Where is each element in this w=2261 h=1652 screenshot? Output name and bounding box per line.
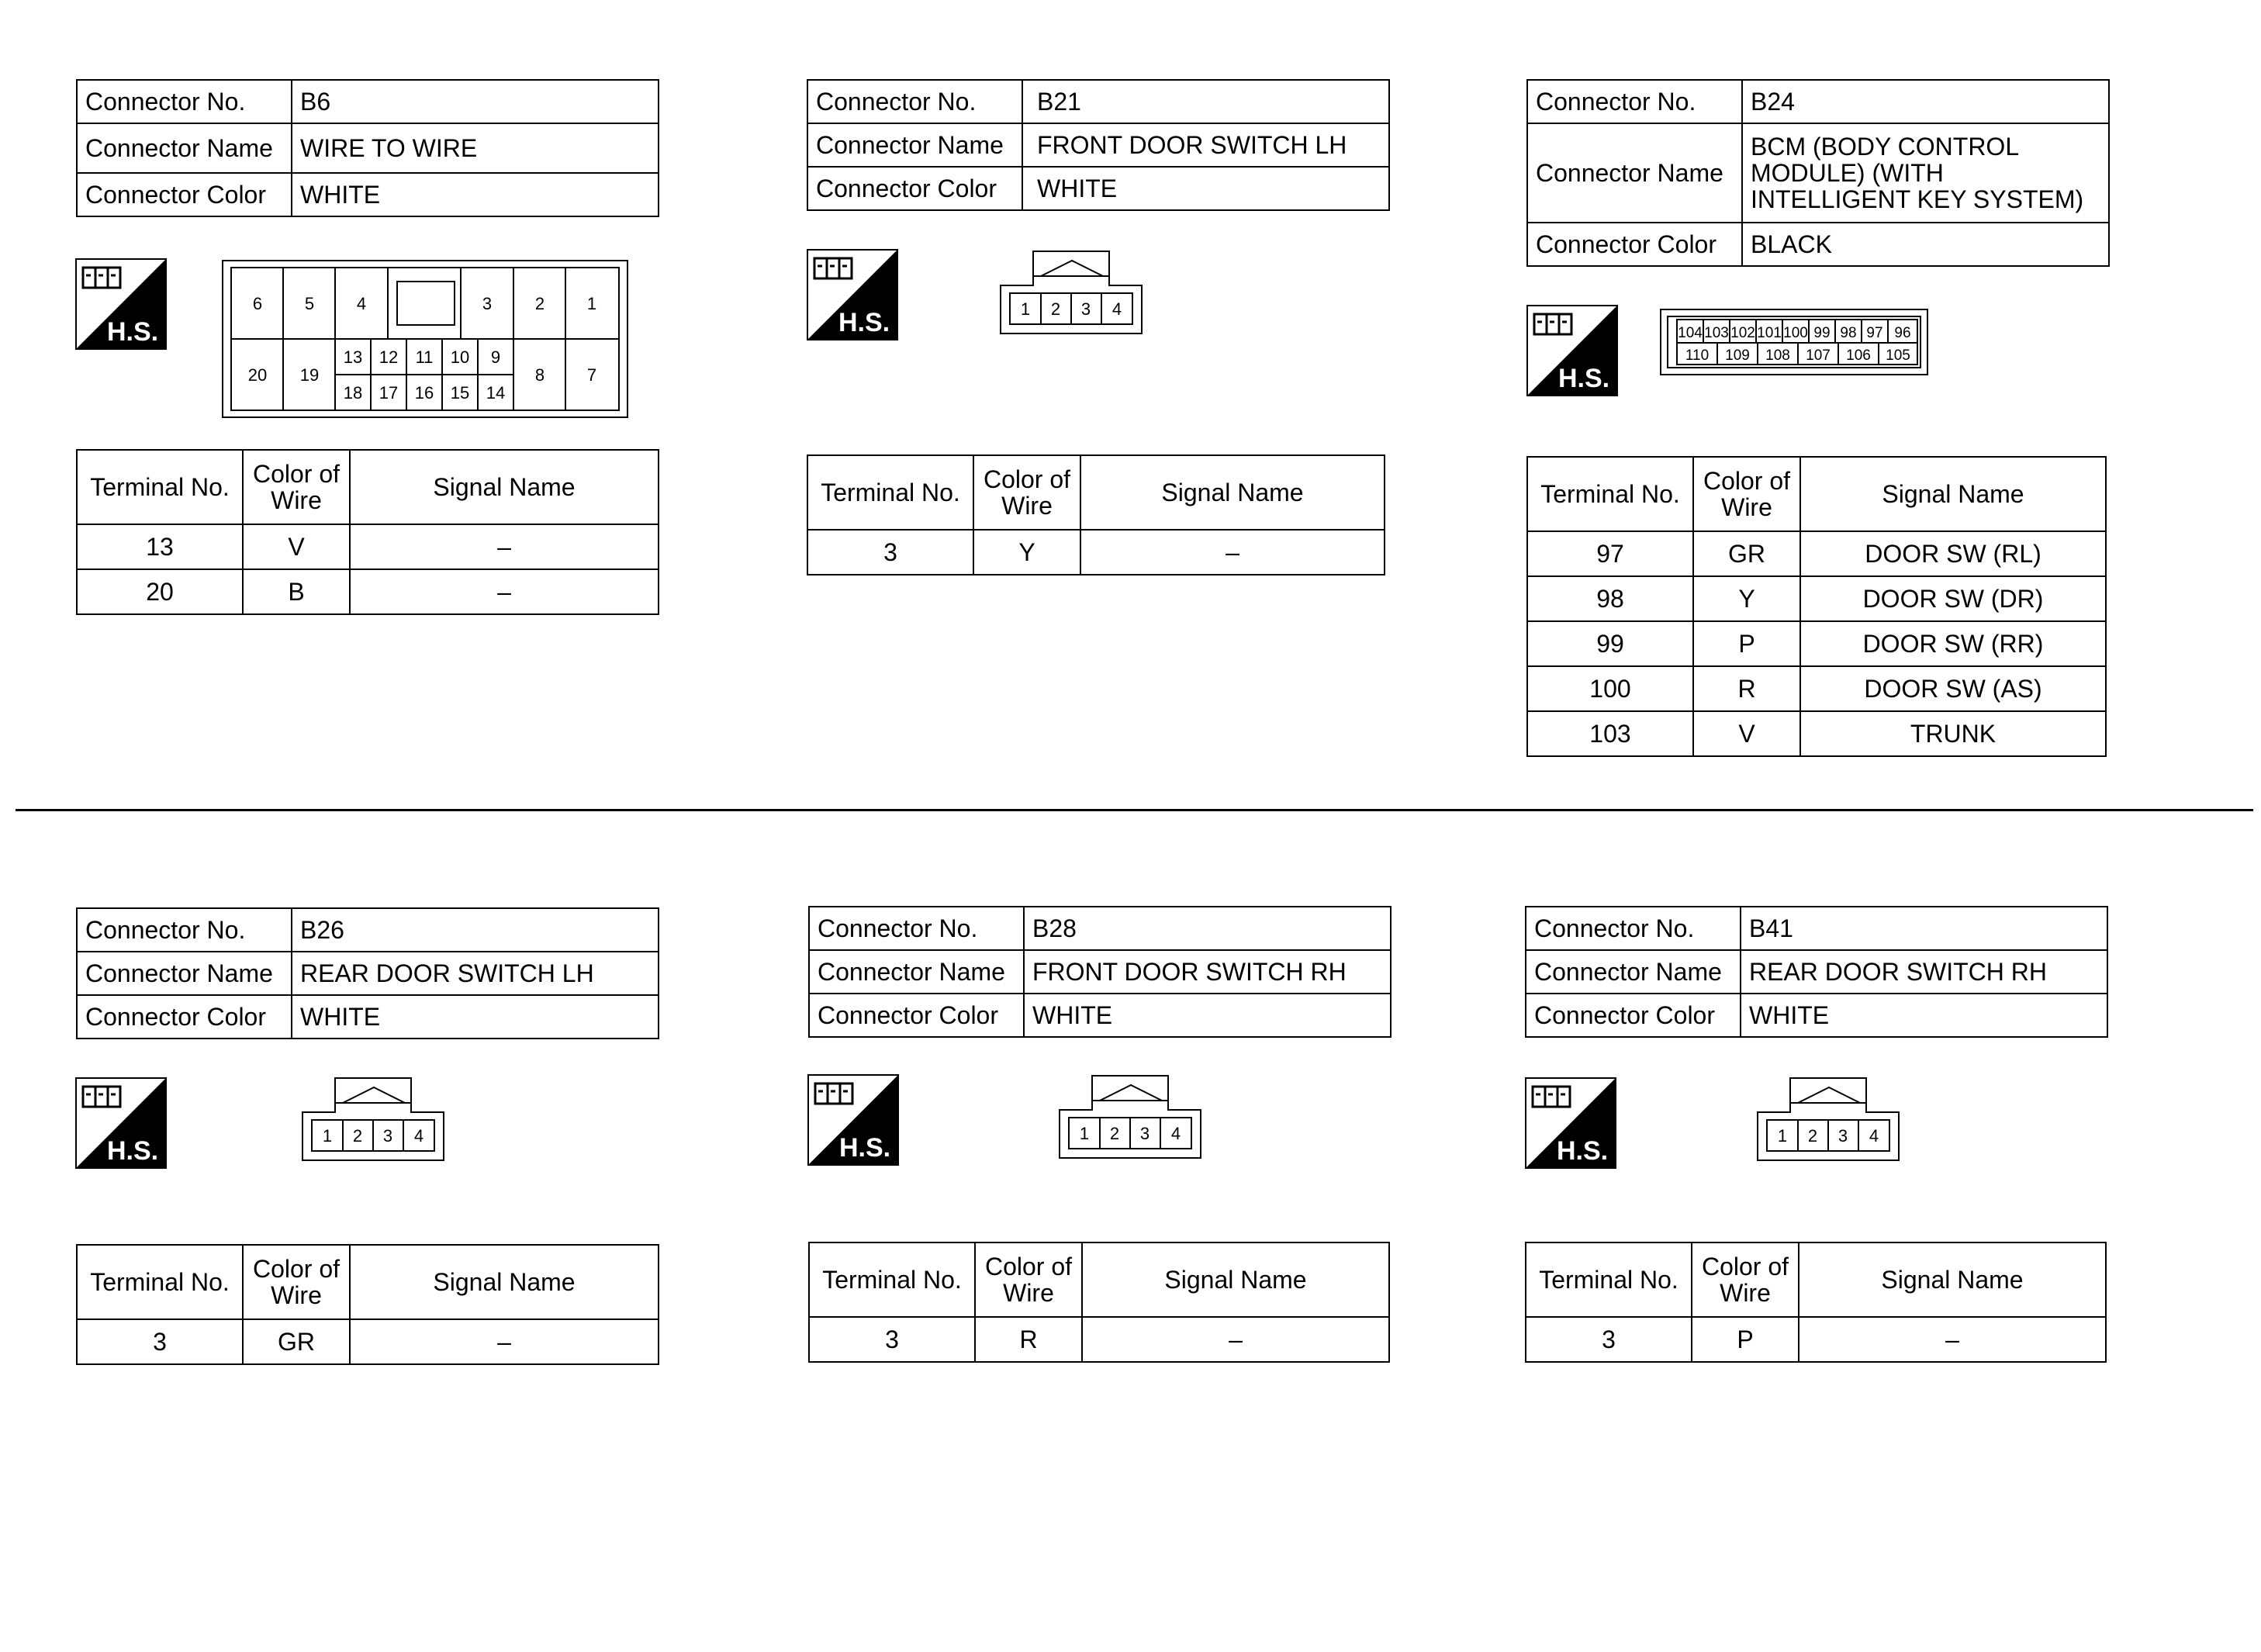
table-row (1527, 531, 2106, 576)
connector-b24-face (1660, 309, 1928, 375)
terminal-table-b6 (76, 449, 659, 615)
wire-color: Y (1693, 576, 1800, 621)
harness-side-icon (75, 1077, 167, 1169)
connector-color-row (77, 995, 659, 1039)
pin-98: 98 (1840, 325, 1857, 341)
connector-b24 (1526, 79, 2116, 267)
connector-name-value: FRONT DOOR SWITCH RH (1024, 950, 1391, 994)
label: Connector Name (809, 950, 1024, 994)
connector-b6-face (222, 260, 628, 418)
connector-no-value: B28 (1024, 907, 1391, 950)
label: Connector Color (809, 994, 1024, 1037)
connector-name-value: REAR DOOR SWITCH RH (1741, 950, 2107, 994)
connector-b41 (1525, 906, 2114, 1038)
pin-4: 4 (413, 1126, 424, 1146)
wire-color: Y (973, 530, 1080, 575)
pin-4: 4 (1170, 1124, 1181, 1143)
harness-side-icon (1526, 305, 1618, 396)
connector-name-row (807, 123, 1389, 167)
pin-109: 109 (1725, 347, 1750, 364)
connector-b21 (807, 79, 1396, 211)
pin-107: 107 (1806, 347, 1831, 364)
connector-name-value: REAR DOOR SWITCH LH (292, 952, 659, 995)
terminal-no-header: Terminal No. (77, 450, 243, 524)
connector-name-value: WIRE TO WIRE (292, 123, 659, 173)
connector-no-row (1526, 907, 2107, 950)
label: Connector Name (807, 123, 1022, 167)
connector-color-value: BLACK (1742, 223, 2109, 266)
terminal-no: 103 (1527, 711, 1693, 756)
wire-color: R (1693, 666, 1800, 711)
harness-side-icon (1525, 1077, 1616, 1169)
hs-label: H.S. (106, 1136, 159, 1166)
connector-name-row (809, 950, 1391, 994)
connector-b28-face (1056, 1074, 1204, 1160)
table-row (1527, 576, 2106, 621)
terminal-no: 3 (77, 1319, 243, 1364)
pin-1: 1 (1079, 1124, 1090, 1143)
wire-color: B (243, 569, 350, 614)
pin-100: 100 (1783, 325, 1808, 341)
connector-name-row (1526, 950, 2107, 994)
signal-name: – (350, 524, 659, 569)
pin-2: 2 (1109, 1124, 1120, 1143)
terminal-no: 99 (1527, 621, 1693, 666)
wire-color: V (1693, 711, 1800, 756)
pin-3: 3 (1139, 1124, 1150, 1143)
pin-2: 2 (352, 1126, 363, 1146)
pin-3: 3 (1837, 1126, 1848, 1146)
signal-name: DOOR SW (RL) (1800, 531, 2106, 576)
connector-no-row (77, 80, 659, 123)
label: Connector No. (807, 80, 1022, 123)
pin-9: 9 (490, 347, 501, 367)
terminal-no: 13 (77, 524, 243, 569)
wire-color: GR (1693, 531, 1800, 576)
pin-16: 16 (414, 383, 434, 403)
hs-label: H.S. (1557, 364, 1610, 393)
terminal-header-row (1527, 457, 2106, 531)
connector-color-row (809, 994, 1391, 1037)
connector-color-value: WHITE (1024, 994, 1391, 1037)
terminal-table-b24 (1526, 456, 2107, 757)
harness-side-icon (75, 258, 167, 350)
signal-name-header: Signal Name (1082, 1242, 1389, 1317)
terminal-no: 100 (1527, 666, 1693, 711)
connector-no-value: B24 (1742, 80, 2109, 123)
label: Connector No. (77, 80, 292, 123)
connector-color-value: WHITE (1022, 167, 1389, 210)
connector-info-table (807, 79, 1390, 211)
connector-color-row (1526, 994, 2107, 1037)
connector-b6 (76, 79, 666, 217)
pin-97: 97 (1866, 325, 1883, 341)
pin-19: 19 (299, 365, 320, 385)
hs-label: H.S. (106, 317, 159, 347)
wire-color: V (243, 524, 350, 569)
color-of-wire-header: Color of Wire (973, 455, 1080, 530)
wire-color: GR (243, 1319, 350, 1364)
pin-2: 2 (534, 294, 545, 313)
connector-color-row (807, 167, 1389, 210)
pin-13: 13 (343, 347, 363, 367)
terminal-no-header: Terminal No. (809, 1242, 975, 1317)
label: Connector Color (1526, 994, 1741, 1037)
signal-name-header: Signal Name (1080, 455, 1385, 530)
label: Connector Color (77, 173, 292, 216)
connector-b21-face (997, 250, 1145, 335)
signal-name-header: Signal Name (1799, 1242, 2106, 1317)
label: Connector Name (77, 123, 292, 173)
pin-1: 1 (1020, 299, 1031, 319)
terminal-no: 98 (1527, 576, 1693, 621)
signal-name-header: Signal Name (350, 1245, 659, 1319)
connector-no-row (807, 80, 1389, 123)
connector-no-row (809, 907, 1391, 950)
pin-105: 105 (1886, 347, 1910, 364)
table-row (77, 524, 659, 569)
pin-1: 1 (586, 294, 597, 313)
signal-name: – (1799, 1317, 2106, 1362)
hs-label: H.S. (838, 1133, 891, 1163)
connector-color-row (1527, 223, 2109, 266)
terminal-no: 3 (809, 1317, 975, 1362)
pin-103: 103 (1704, 325, 1729, 341)
connector-no-value: B26 (292, 908, 659, 952)
connector-info-table (1525, 906, 2108, 1038)
signal-name: – (1080, 530, 1385, 575)
color-of-wire-header: Color of Wire (1693, 457, 1800, 531)
connector-no-row (1527, 80, 2109, 123)
signal-name: DOOR SW (DR) (1800, 576, 2106, 621)
connector-color-value: WHITE (292, 173, 659, 216)
terminal-header-row (809, 1242, 1389, 1317)
pin-110: 110 (1685, 347, 1710, 364)
connector-info-table (76, 79, 659, 217)
pin-4: 4 (356, 294, 367, 313)
pin-1: 1 (322, 1126, 333, 1146)
signal-name: – (1082, 1317, 1389, 1362)
connector-color-value: WHITE (292, 995, 659, 1039)
terminal-no-header: Terminal No. (1526, 1242, 1692, 1317)
section-divider (16, 809, 2253, 811)
connector-name-row (77, 952, 659, 995)
label: Connector No. (1526, 907, 1741, 950)
table-row (1526, 1317, 2106, 1362)
table-row (77, 569, 659, 614)
terminal-table-b41 (1525, 1242, 2107, 1363)
pin-15: 15 (450, 383, 470, 403)
table-row (77, 1319, 659, 1364)
harness-side-icon (807, 249, 898, 340)
label: Connector No. (77, 908, 292, 952)
pin-5: 5 (304, 294, 315, 313)
signal-name: DOOR SW (AS) (1800, 666, 2106, 711)
connector-no-value: B6 (292, 80, 659, 123)
pin-8: 8 (534, 365, 545, 385)
pin-108: 108 (1765, 347, 1790, 364)
connector-b26 (76, 907, 666, 1039)
pin-3: 3 (482, 294, 493, 313)
pin-1: 1 (1777, 1126, 1788, 1146)
terminal-header-row (807, 455, 1385, 530)
signal-name: – (350, 1319, 659, 1364)
terminal-no-header: Terminal No. (1527, 457, 1693, 531)
label: Connector Name (1527, 123, 1742, 223)
label: Connector Color (77, 995, 292, 1039)
connector-no-value: B41 (1741, 907, 2107, 950)
connector-no-row (77, 908, 659, 952)
terminal-no-header: Terminal No. (807, 455, 973, 530)
pin-2: 2 (1807, 1126, 1818, 1146)
label: Connector Name (1526, 950, 1741, 994)
pin-12: 12 (379, 347, 399, 367)
terminal-no-header: Terminal No. (77, 1245, 243, 1319)
label: Connector Color (807, 167, 1022, 210)
pin-18: 18 (343, 383, 363, 403)
wire-color: P (1692, 1317, 1799, 1362)
pin-6: 6 (252, 294, 263, 313)
pin-17: 17 (379, 383, 399, 403)
label: Connector Color (1527, 223, 1742, 266)
pin-11: 11 (415, 347, 434, 367)
table-row (809, 1317, 1389, 1362)
connector-name-row (77, 123, 659, 173)
pin-3: 3 (382, 1126, 393, 1146)
signal-name: TRUNK (1800, 711, 2106, 756)
terminal-no: 20 (77, 569, 243, 614)
signal-name-header: Signal Name (1800, 457, 2106, 531)
connector-no-value: B21 (1022, 80, 1389, 123)
connector-b26-face (299, 1077, 447, 1162)
pin-106: 106 (1846, 347, 1871, 364)
connector-color-row (77, 173, 659, 216)
wire-color: P (1693, 621, 1800, 666)
signal-name-header: Signal Name (350, 450, 659, 524)
connector-color-value: WHITE (1741, 994, 2107, 1037)
pin-102: 102 (1730, 325, 1755, 341)
pin-7: 7 (586, 365, 597, 385)
pin-96: 96 (1894, 325, 1911, 341)
connector-b41-face (1755, 1077, 1902, 1162)
pin-3: 3 (1080, 299, 1091, 319)
connector-info-table (808, 906, 1392, 1038)
table-row (1527, 711, 2106, 756)
color-of-wire-header: Color of Wire (1692, 1242, 1799, 1317)
signal-name: DOOR SW (RR) (1800, 621, 2106, 666)
terminal-header-row (1526, 1242, 2106, 1317)
connector-name-value: BCM (BODY CONTROL MODULE) (WITH INTELLIGENT KEY SYSTEM) (1742, 123, 2109, 223)
terminal-no: 97 (1527, 531, 1693, 576)
table-row (807, 530, 1385, 575)
pin-20: 20 (247, 365, 268, 385)
terminal-table-b21 (807, 454, 1385, 575)
terminal-table-b26 (76, 1244, 659, 1365)
connector-info-table (1526, 79, 2110, 267)
terminal-no: 3 (807, 530, 973, 575)
terminal-header-row (77, 1245, 659, 1319)
terminal-header-row (77, 450, 659, 524)
label: Connector Name (77, 952, 292, 995)
terminal-table-b28 (808, 1242, 1390, 1363)
label: Connector No. (1527, 80, 1742, 123)
color-of-wire-header: Color of Wire (243, 450, 350, 524)
connector-name-row (1527, 123, 2109, 223)
harness-side-icon (807, 1074, 899, 1166)
pin-99: 99 (1813, 325, 1831, 341)
pin-2: 2 (1050, 299, 1061, 319)
terminal-no: 3 (1526, 1317, 1692, 1362)
pin-4: 4 (1111, 299, 1122, 319)
connector-b28 (808, 906, 1398, 1038)
table-row (1527, 621, 2106, 666)
signal-name: – (350, 569, 659, 614)
table-row (1527, 666, 2106, 711)
label: Connector No. (809, 907, 1024, 950)
connector-name-value: FRONT DOOR SWITCH LH (1022, 123, 1389, 167)
hs-label: H.S. (1556, 1136, 1609, 1166)
pin-14: 14 (486, 383, 506, 403)
color-of-wire-header: Color of Wire (243, 1245, 350, 1319)
wire-color: R (975, 1317, 1082, 1362)
pin-10: 10 (450, 347, 470, 367)
pin-101: 101 (1757, 325, 1782, 341)
pin-4: 4 (1869, 1126, 1879, 1146)
connector-info-table (76, 907, 659, 1039)
color-of-wire-header: Color of Wire (975, 1242, 1082, 1317)
pin-104: 104 (1678, 325, 1703, 341)
hs-label: H.S. (838, 308, 890, 337)
